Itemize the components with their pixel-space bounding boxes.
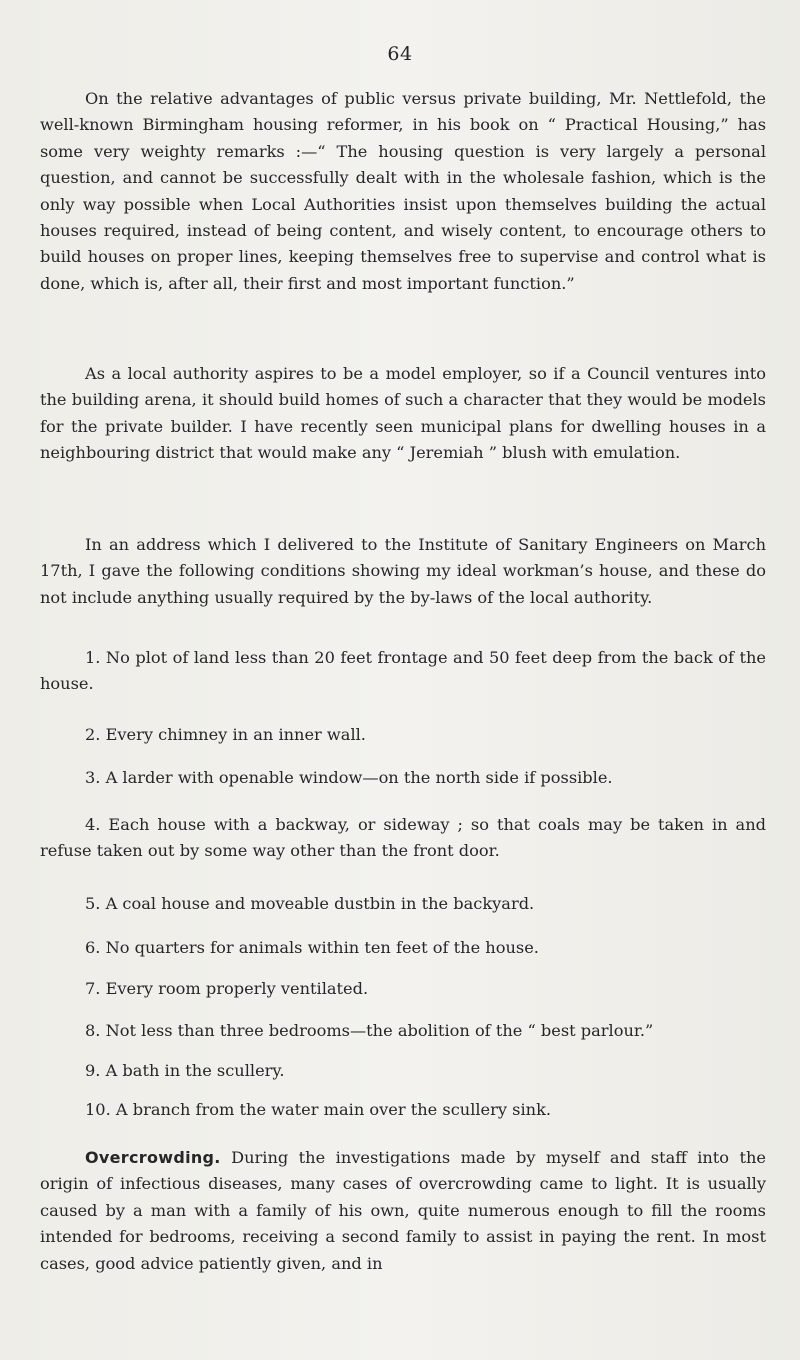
- condition-item-8: 8. Not less than three bedrooms—the abolition of the “ best parlour.”: [85, 1021, 654, 1040]
- condition-item-1: 1. No plot of land less than 20 feet frontage and 50 feet deep from the back of the house.: [40, 648, 766, 694]
- condition-item-7: 7. Every room properly ventilated.: [85, 979, 369, 998]
- page-number: 64: [387, 43, 413, 65]
- condition-item-5: 5. A coal house and moveable dustbin in the backyard.: [85, 894, 535, 913]
- overcrowding-body-text: During the investigations made by myself and staff into the origin of infectious diseases, many cases of overcrowding came to light. It is usually caused by a man with a family of his own, quite numerous enough to fill the rooms intended for bedrooms, receiving a second family to assist in paying the rent. In most cases, good advice patiently given, and in: [40, 1148, 766, 1273]
- condition-item-4: 4. Each house with a backway, or sideway ; so that coals may be taken in and refuse taken out by some way other than the front door.: [40, 815, 766, 861]
- paragraph-model-employer: As a local authority aspires to be a model employer, so if a Council ventures into the building arena, it should build homes of such a character that they would be models for the private builder. I have recently seen municipal plans for dwelling houses in a neighbouring district that would make any “ Jeremiah ” blush with emulation.: [40, 364, 766, 463]
- condition-item-3: 3. A larder with openable window—on the north side if possible.: [85, 768, 613, 787]
- paragraph-public-vs-private-building: On the relative advantages of public versus private building, Mr. Nettlefold, the well-known Birmingham housing reformer, in his book on “ Practical Housing,” has some very weighty remarks :—“ The housing question is very largely a personal question, and cannot be successfully dealt with in the wholesale fashion, which is the only way possible when Local Authorities insist upon themselves building the actual houses required, instead of being content, and wisely content, to encourage others to build houses on proper lines, keeping themselves free to supervise and control what is done, which is, after all, their first and most important function.”: [40, 89, 766, 293]
- condition-item-10: 10. A branch from the water main over the scullery sink.: [85, 1100, 552, 1119]
- condition-item-6: 6. No quarters for animals within ten feet of the house.: [85, 938, 539, 957]
- section-heading-overcrowding: Overcrowding.: [85, 1148, 221, 1167]
- condition-item-9: 9. A bath in the scullery.: [85, 1061, 285, 1080]
- condition-item-2: 2. Every chimney in an inner wall.: [85, 725, 366, 744]
- paragraph-overcrowding: [40, 1145, 766, 1277]
- paragraph-institute-address: In an address which I delivered to the Institute of Sanitary Engineers on March 17th, I gave the following conditions showing my ideal workman’s house, and these do not include anything usually required by the by-laws of the local authority.: [40, 535, 766, 607]
